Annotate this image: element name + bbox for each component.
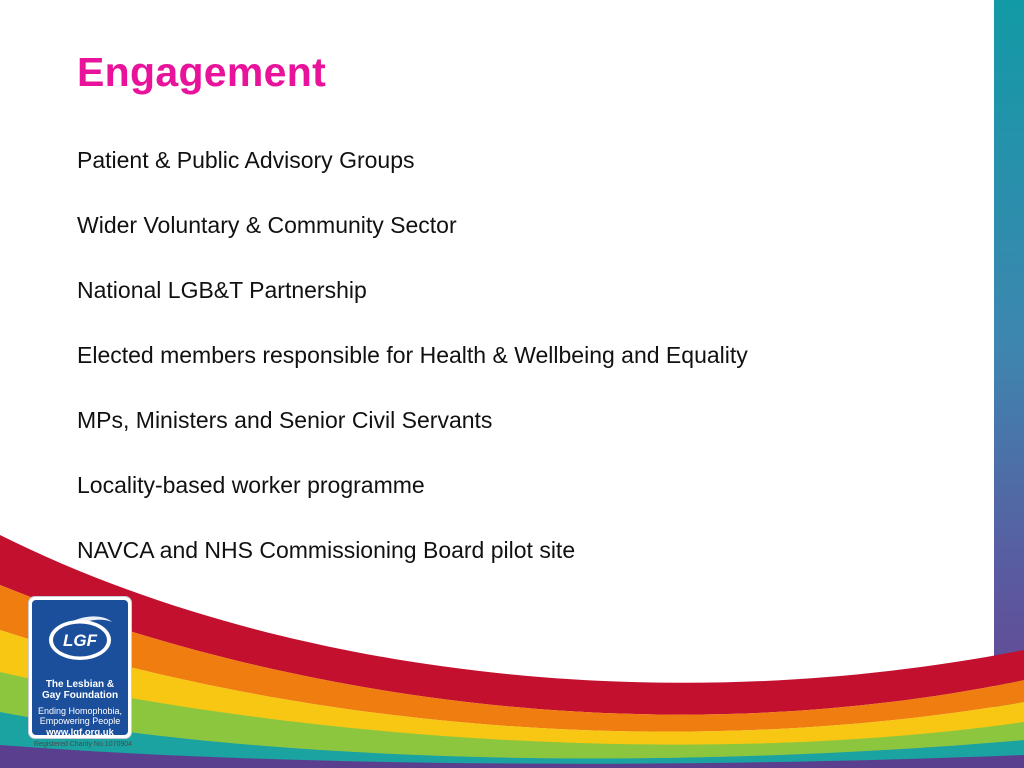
lgf-mark-icon	[32, 600, 128, 676]
charity-number: Registered Charity No.1070904	[34, 741, 133, 748]
logo-tagline-line2: Empowering People	[39, 716, 121, 726]
logo-org-name	[38, 679, 122, 701]
logo-name-line1: The Lesbian &	[45, 679, 115, 690]
list-item: Locality-based worker programme	[77, 472, 425, 498]
slide-title: Engagement	[77, 49, 327, 95]
logo-mark-text: LGF	[63, 631, 97, 650]
list-item: Wider Voluntary & Community Sector	[77, 212, 457, 238]
logo-url: www.lgf.org.uk	[46, 727, 114, 738]
list-item: Elected members responsible for Health & Wellbeing and Equality	[77, 342, 748, 368]
list-item: NAVCA and NHS Commissioning Board pilot site	[77, 537, 576, 563]
list-item: MPs, Ministers and Senior Civil Servants	[77, 407, 493, 433]
engagement-list	[77, 146, 748, 601]
list-item: Patient & Public Advisory Groups	[77, 147, 415, 173]
list-item: National LGB&T Partnership	[77, 277, 367, 303]
logo-panel	[32, 600, 128, 738]
logo-tagline-line1: Ending Homophobia,	[37, 706, 123, 716]
logo-tagline	[34, 706, 126, 726]
logo-name-line2: Gay Foundation	[41, 690, 119, 701]
lgf-logo	[29, 597, 131, 738]
